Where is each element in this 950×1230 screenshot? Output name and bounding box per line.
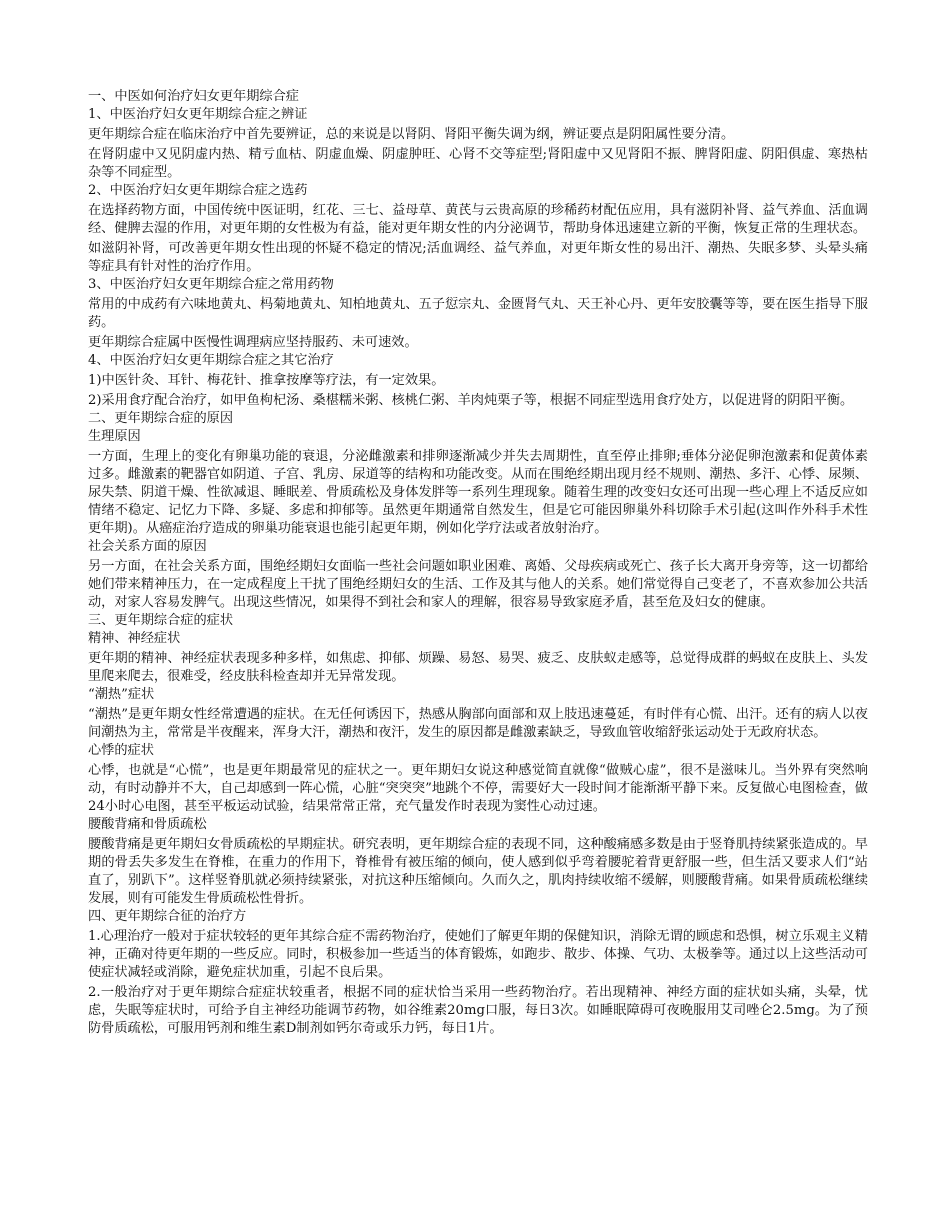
body-paragraph: 如滋阴补肾，可改善更年期女性出现的怀疑不稳定的情况;活血调经、益气养血，对更年斯女性的易出汗、潮热、失眠多梦、头晕头痛等症具有针对性的治疗作用。 [88,241,868,274]
section-heading: 腰酸背痛和骨质疏松 [88,817,207,832]
body-paragraph: 1)中医针灸、耳针、梅花针、推拿按摩等疗法，有一定效果。 [88,373,445,388]
section-heading: 社会关系方面的原因 [88,539,207,554]
section-heading: 一、中医如何治疗妇女更年期综合症 [88,89,299,104]
section-heading: 四、更年期综合征的治疗方 [88,909,247,924]
section-heading: 三、更年期综合症的症状 [88,613,234,628]
body-paragraph: 2)采用食疗配合治疗，如甲鱼枸杞汤、桑椹糯米粥、核桃仁粥、羊肉炖栗子等，根据不同症型选用食疗处方，以促进肾的阴阳平衡。 [88,393,854,408]
section-heading: “潮热”症状 [88,687,155,702]
document-body [88,88,868,1038]
section-heading: 生理原因 [88,429,141,444]
section-heading: 二、更年期综合症的原因 [88,411,234,426]
section-heading: 心悸的症状 [88,743,154,758]
body-paragraph: 更年期综合症在临床治疗中首先要辨证，总的来说是以肾阴、肾阳平衡失调为纲，辨证要点是阴阳属性要分清。 [88,127,735,142]
body-paragraph: 另一方面，在社会关系方面，围绝经期妇女面临一些社会问题如职业困难、离婚、父母疾病或死亡、孩子长大离开身旁等，这一切都给她们带来精神压力，在一定成程度上干扰了围绝经期妇女的生活、工作及其与他人的关系。她们常觉得自己变老了，不喜欢参加公共活动，对家人容易发脾气。出现这些情况，如果得不到社会和家人的理解，很容易导致家庭矛盾，甚至危及妇女的健康。 [88,559,868,610]
section-heading: 2、中医治疗妇女更年期综合症之选药 [88,183,308,198]
body-paragraph: 在选择药物方面，中国传统中医证明，红花、三七、益母草、黄芪与云贵高原的珍稀药材配伍应用，具有滋阴补肾、益气养血、活血调经、健脾去湿的作用，对更年期的女性极为有益，能对更年期女性的内分泌调节，帮助身体迅速建立新的平衡，恢复正常的生理状态。 [88,203,868,236]
body-paragraph: 一方面，生理上的变化有卵巢功能的衰退，分泌雌激素和排卵逐渐减少并失去周期性，直至停止排卵;垂体分泌促卵泡激素和促黄体素过多。雌激素的靶器官如阴道、子宫、乳房、尿道等的结构和功能改变。从而在围绝经期出现月经不规则、潮热、多汗、心悸、尿频、尿失禁、阴道干燥、性欲减退、睡眠差、骨质疏松及身体发胖等一系列生理现象。随着生理的改变妇女还可出现一些心理上不适反应如情绪不稳定、记忆力下降、多疑、多虑和抑郁等。虽然更年期通常自然发生，但是它可能因卵巢外科切除手术引起(这叫作外科手术性更年期)。从癌症治疗造成的卵巢功能衰退也能引起更年期，例如化学疗法或者放射治疗。 [88,449,868,536]
section-heading: 1、中医治疗妇女更年期综合症之辨证 [88,107,308,122]
body-paragraph: 更年期综合症属中医慢性调理病应坚持服药、未可速效。 [88,335,418,350]
body-paragraph: 心悸，也就是“心慌”，也是更年期最常见的症状之一。更年期妇女说这种感觉简直就像“做贼心虚”，很不是滋味儿。当外界有突然响动，有时动静并不大，自己却感到一阵心慌，心脏“突突突”地跳个不停，需要好大一段时间才能渐渐平静下来。反复做心电图检查，做24小时心电图，甚至平板运动试验，结果常常正常，充气量发作时表现为窦性心动过速。 [88,763,868,814]
body-paragraph: “潮热”是更年期女性经常遭遇的症状。在无任何诱因下，热感从胸部向面部和双上肢迅速蔓延，有时伴有心慌、出汗。还有的病人以夜间潮热为主，常常是半夜醒来，浑身大汗，潮热和夜汗，发生的原因都是雌激素缺乏，导致血管收缩舒张运动处于无政府状态。 [88,707,868,740]
section-heading: 4、中医治疗妇女更年期综合症之其它治疗 [88,353,334,368]
body-paragraph: 2.一般治疗对于更年期综合症症状较重者，根据不同的症状恰当采用一些药物治疗。若出现精神、神经方面的症状如头痛，头晕，忧虑，失眠等症状时，可给予自主神经功能调节药物，如谷维素20mg口服，每日3次。如睡眠障碍可夜晚服用艾司唑仑2.5mg。为了预防骨质疏松，可服用钙剂和维生素D制剂如钙尔奇或乐力钙，每日1片。 [88,985,868,1036]
body-paragraph: 更年期的精神、神经症状表现多种多样，如焦虑、抑郁、烦躁、易怒、易哭、疲乏、皮肤蚁走感等，总觉得成群的蚂蚁在皮肤上、头发里爬来爬去，很难受，经皮肤科检查却并无异常发现。 [88,651,868,684]
section-heading: 精神、神经症状 [88,631,181,646]
body-paragraph: 在肾阴虚中又见阴虚内热、精亏血枯、阴虚血燥、阴虚肿旺、心肾不交等症型;肾阳虚中又见肾阳不振、脾肾阳虚、阴阳俱虚、寒热枯杂等不同症型。 [88,147,868,180]
section-heading: 3、中医治疗妇女更年期综合症之常用药物 [88,277,334,292]
body-paragraph: 1.心理治疗一般对于症状较轻的更年其综合症不需药物治疗，使她们了解更年期的保健知识，消除无谓的顾虑和恐惧，树立乐观主义精神，正确对待更年期的一些反应。同时，积极参加一些适当的体育锻炼，如跑步、散步、体操、气功、太极拳等。通过以上这些活动可使症状减轻或消除，避免症状加重，引起不良后果。 [88,929,868,980]
body-paragraph: 常用的中成药有六味地黄丸、杩菊地黄丸、知柏地黄丸、五子愆宗丸、金匮肾气丸、天王补心丹、更年安胶囊等等，要在医生指导下服药。 [88,297,868,330]
body-paragraph: 腰酸背痛是更年期妇女骨质疏松的早期症状。研究表明，更年期综合症的表现不同，这种酸痛感多数是由于竖脊肌持续紧张造成的。早期的骨丢失多发生在脊椎，在重力的作用下，脊椎骨有被压缩的倾向，使人感到似乎弯着腰驼着背更舒服一些，但生活又要求人们“站直了，别趴下”。这样竖脊肌就必须持续紧张，对抗这种压缩倾向。久而久之，肌肉持续收缩不缓解，则腰酸背痛。如果骨质疏松继续发展，则有可能发生骨质疏松性骨折。 [88,837,868,906]
